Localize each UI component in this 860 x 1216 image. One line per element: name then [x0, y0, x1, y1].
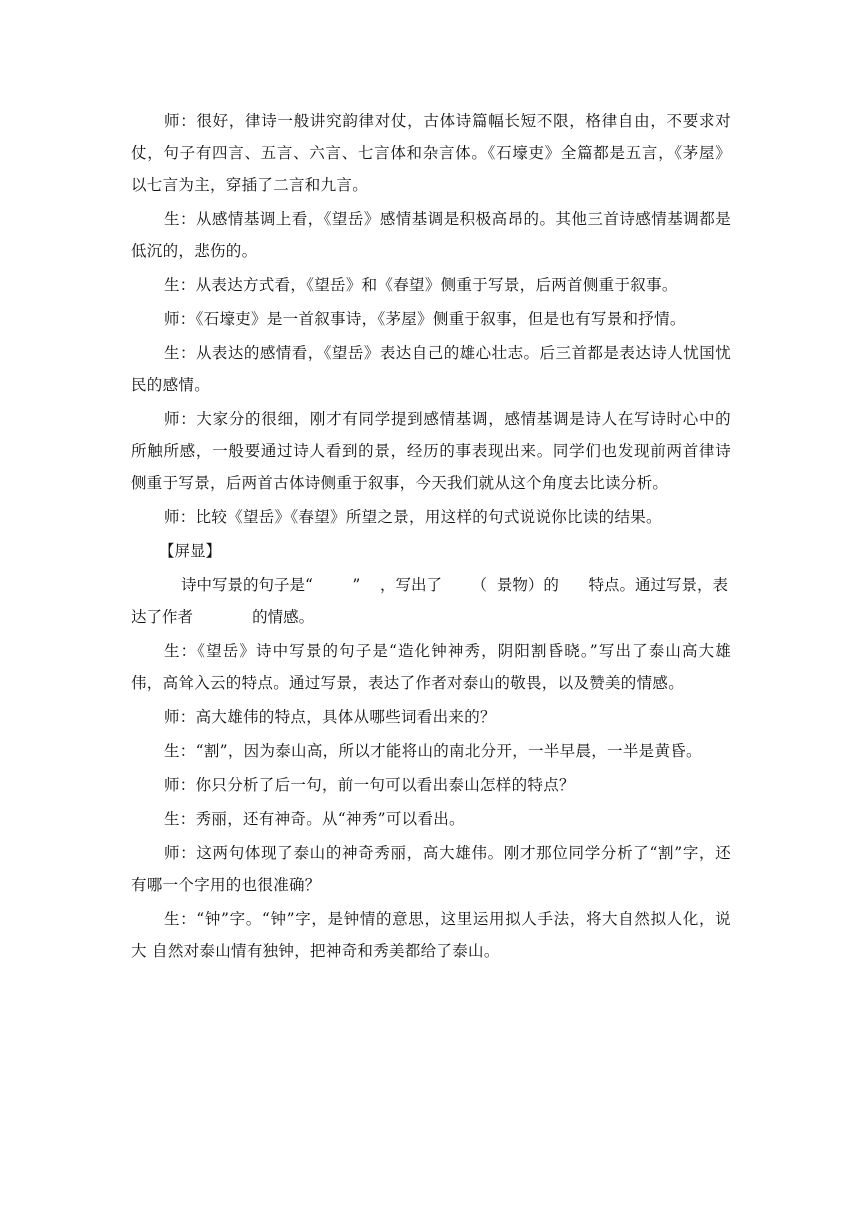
screen-display-heading: 【屏显】	[159, 542, 222, 560]
document-body	[131, 105, 731, 969]
paragraph-5: 生：从表达的感情看，《望岳》表达自己的雄心壮志。后三首都是表达诗人忧国忧民的感情。	[131, 344, 731, 394]
paragraph-10: 师：高大雄伟的特点，具体从哪些词看出来的？	[164, 708, 496, 726]
paragraph-9: 生：《望岳》诗中写景的句子是“造化钟神秀，阴阳割昏晓。”写出了泰山高大雄伟，高耸入云的特点。通过写景，表达了作者对泰山的敬畏，以及赞美的情感。	[131, 642, 731, 692]
paragraph-6: 师：大家分的很细，刚才有同学提到感情基调，感情基调是诗人在写诗时心中的所触所感，一般要通过诗人看到的景，经历的事表现出来。同学们也发现前两首律诗侧重于写景，后两首古体诗侧重于叙事，今天我们就从这个角度去比读分析。	[131, 410, 731, 492]
paragraph-13: 生：秀丽，还有神奇。从“神秀”可以看出。	[164, 810, 465, 828]
paragraph-12: 师：你只分析了后一句，前一句可以看出泰山怎样的特点？	[164, 776, 575, 794]
paragraph-3: 生：从表达方式看，《望岳》和《春望》侧重于写景，后两首侧重于叙事。	[164, 276, 678, 294]
paragraph-1: 师：很好，律诗一般讲究韵律对仗，古体诗篇幅长短不限，格律自由，不要求对仗，句子有四言、五言、六言、七言体和杂言体。《石壕吏》全篇都是五言，《茅屋》以七言为主，穿插了二言和九言。	[131, 112, 731, 194]
paragraph-2: 生：从感情基调上看，《望岳》感情基调是积极高昂的。其他三首诗感情基调都是低沉的，悲伤的。	[131, 210, 731, 260]
paragraph-7: 师：比较《望岳》《春望》所望之景，用这样的句式说说你比读的结果。	[164, 508, 662, 526]
paragraph-11: 生：“割”，因为泰山高，所以才能将山的南北分开，一半早晨，一半是黄昏。	[164, 742, 702, 760]
paragraph-4: 师：《石壕吏》是一首叙事诗，《茅屋》侧重于叙事，但是也有写景和抒情。	[164, 310, 686, 328]
sentence-template: 诗中写景的句子是“ ” ，写出了 （ 景物）的 特点。通过写景，表达了作者 的情感。	[131, 576, 728, 626]
paragraph-14: 师：这两句体现了泰山的神奇秀丽，高大雄伟。刚才那位同学分析了“割”字，还有哪一个字用的也很准确？	[131, 844, 731, 894]
paragraph-15: 生：“钟”字。“钟”字，是钟情的意思，这里运用拟人手法，将大自然拟人化，说大 自然对泰山情有独钟，把神奇和秀美都给了泰山。	[131, 910, 731, 960]
